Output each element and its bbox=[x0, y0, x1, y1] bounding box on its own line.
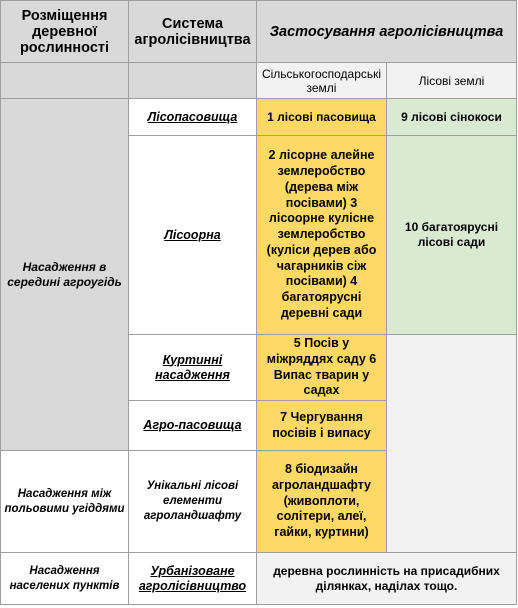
placement-between: Насадження між польовими угіддями bbox=[1, 451, 129, 553]
subheader-forest-lands: Лісові землі bbox=[387, 63, 517, 99]
practice-9: 9 лісові сінокоси bbox=[387, 99, 517, 136]
practice-5-6: 5 Посів у міжряддях саду 6 Випас тварин у садах bbox=[257, 335, 387, 401]
header-placement: Розміщення деревної рослинності bbox=[1, 1, 129, 63]
system-urban: Урбанізоване агролісівництво bbox=[129, 553, 257, 605]
placement-settlement: Насадження населених пунктів bbox=[1, 553, 129, 605]
row-urban bbox=[1, 553, 517, 605]
row-forest-pasture bbox=[1, 99, 517, 136]
practice-10: 10 багатоярусні лісові сади bbox=[387, 136, 517, 335]
practice-8: 8 біодизайн агроландшафту (живоплоти, солітери, алеї, гайки, куртини) bbox=[257, 451, 387, 553]
system-forest-arable: Лісоорна bbox=[129, 136, 257, 335]
header-system: Система агролісівництва bbox=[129, 1, 257, 63]
subheader-agricultural-lands: Сільськогосподарські землі bbox=[257, 63, 387, 99]
system-forest-pasture: Лісопасовища bbox=[129, 99, 257, 136]
practice-1: 1 лісові пасовища bbox=[257, 99, 387, 136]
system-clump: Куртинні насадження bbox=[129, 335, 257, 401]
subheader-empty-2 bbox=[129, 63, 257, 99]
practice-2-4: 2 лісорне алейне землеробство (дерева між посівами) 3 лісоорне кулісне землеробство (куліси дерев або чагарників сіж посівами) 4 багатоярусні деревні сади bbox=[257, 136, 387, 335]
urban-description: деревна рослинність на присадибних ділянках, наділах тощо. bbox=[257, 553, 517, 605]
forest-lands-empty bbox=[387, 335, 517, 553]
practice-7: 7 Чергування посівів і випасу bbox=[257, 401, 387, 451]
subheader-empty-1 bbox=[1, 63, 129, 99]
subheader-row bbox=[1, 63, 517, 99]
system-agro-pasture: Агро-пасовища bbox=[129, 401, 257, 451]
placement-agro: Насадження в середині агроугідь bbox=[1, 99, 129, 451]
header-row bbox=[1, 1, 517, 63]
header-application: Застосування агролісівництва bbox=[257, 1, 517, 63]
system-unique: Унікальні лісові елементи агроландшафту bbox=[129, 451, 257, 553]
